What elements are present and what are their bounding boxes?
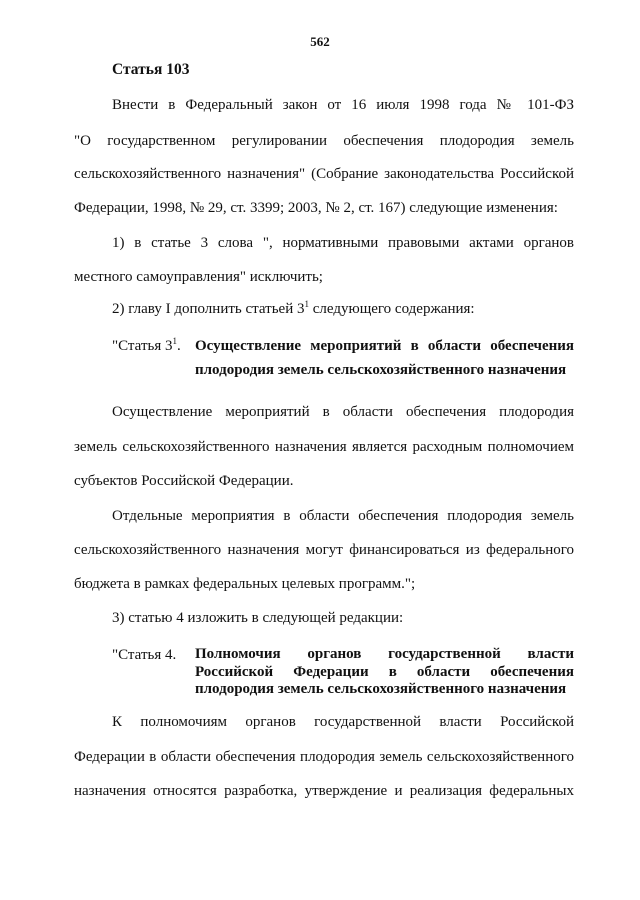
line-text: следующего содержания: [309,301,475,317]
article-4-label: "Статья 4. [112,647,177,663]
article-4-title-line: Российской Федерации в области обеспечения [195,664,574,680]
paragraph-line: Федерации, 1998, № 29, ст. 3399; 2003, № 2, ст. 167) следующие изменения: [74,200,558,216]
paragraph-line: субъектов Российской Федерации. [74,473,294,489]
superscript: 1 [304,299,309,309]
paragraph-line: местного самоуправления" исключить; [74,269,323,285]
paragraph-line: "О государственном регулировании обеспечения плодородия земель [74,133,574,149]
superscript: 1 [172,336,177,346]
paragraph-line: Отдельные мероприятия в области обеспечения плодородия земель [112,508,574,524]
paragraph-line: сельскохозяйственного назначения" (Собрание законодательства Российской [74,166,574,182]
paragraph-line: назначения относятся разработка, утверждение и реализация федеральных [74,783,574,799]
paragraph-line: Федерации в области обеспечения плодородия земель сельскохозяйственного [74,749,574,765]
article-heading: Статья 103 [112,61,190,78]
page-number: 562 [310,34,330,49]
article-3-1-label [112,338,181,355]
paragraph-line: 1) в статье 3 слова ", нормативными правовыми актами органов [112,235,574,251]
article-3-1-title-line: Осуществление мероприятий в области обеспечения [195,338,574,354]
paragraph-line: Осуществление мероприятий в области обеспечения плодородия [112,404,574,420]
paragraph-line: 3) статью 4 изложить в следующей редакции: [112,610,404,626]
article-3-1-title-line: плодородия земель сельскохозяйственного назначения [195,362,567,378]
paragraph-line: бюджета в рамках федеральных целевых программ."; [74,576,416,592]
article-4-title-line: Полномочия органов государственной власти [195,646,574,662]
paragraph-line: К полномочиям органов государственной власти Российской [112,714,574,730]
article-4-title-line: плодородия земель сельскохозяйственного назначения [195,681,567,697]
paragraph-line: сельскохозяйственного назначения могут финансироваться из федерального [74,542,574,558]
line-text: 2) главу I дополнить статьей 3 [112,301,305,317]
paragraph-line: земель сельскохозяйственного назначения является расходным полномочием [74,439,574,455]
paragraph-line: Внести в Федеральный закон от 16 июля 1998 года № 101-ФЗ [112,97,574,113]
label-text: "Статья 3 [112,338,173,354]
paragraph-line [112,299,475,317]
label-text: . [176,338,181,354]
